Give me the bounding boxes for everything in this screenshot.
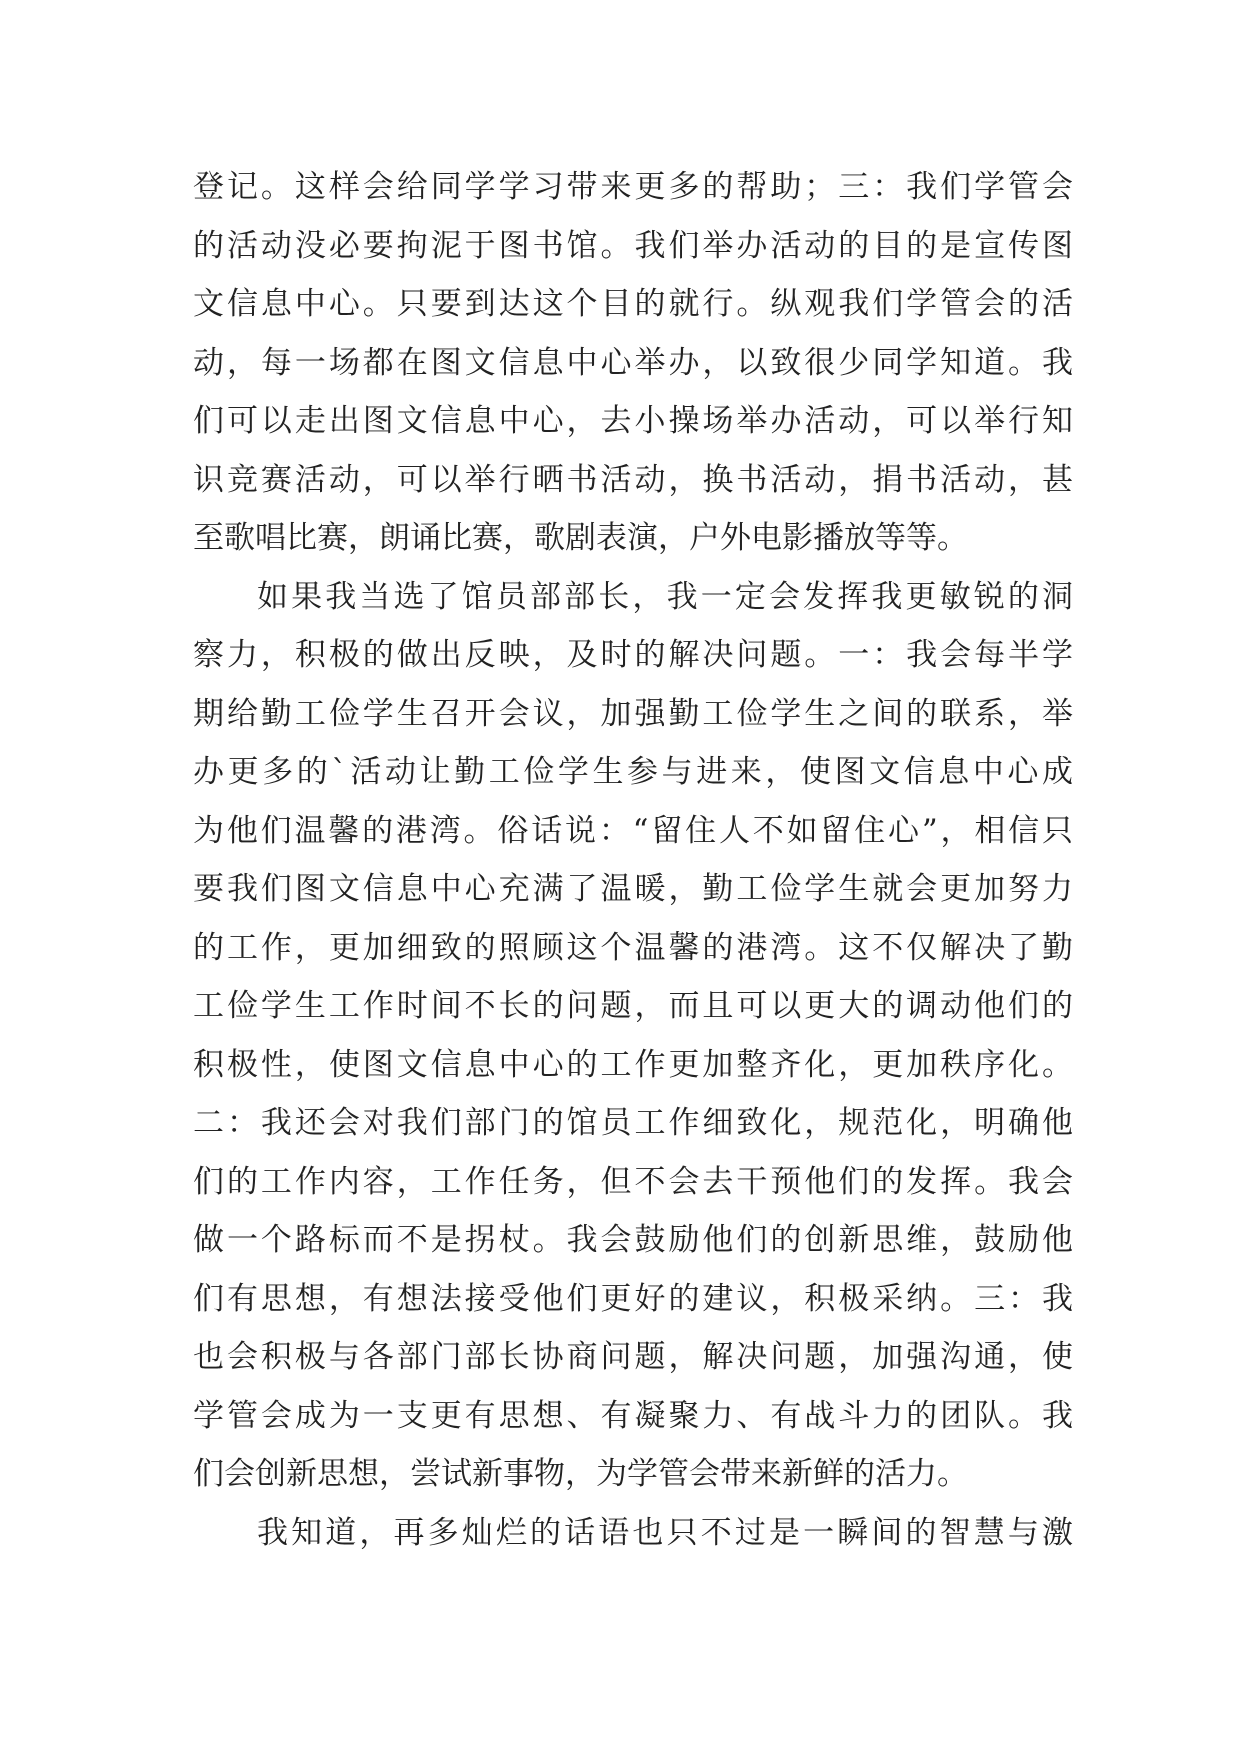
text-line: 文信息中心。只要到达这个目的就行。纵观我们学管会的活 [193,286,1073,322]
text-line: 至歌唱比赛，朗诵比赛，歌剧表演，户外电影播放等等。 [193,520,968,556]
text-line: 的活动没必要拘泥于图书馆。我们举办活动的目的是宣传图 [193,227,1073,264]
text-line: 我知道，再多灿烂的话语也只不过是一瞬间的智慧与激 [257,1514,1073,1551]
text-line: 也会积极与各部门部长协商问题，解决问题，加强沟通，使 [193,1339,1073,1375]
text-line: 办更多的`活动让勤工俭学生参与进来，使图文信息中心成 [193,754,1073,790]
body-text [193,158,1073,1562]
text-line: 们的工作内容，工作任务，但不会去干预他们的发挥。我会 [193,1163,1073,1200]
text-line: 们可以走出图文信息中心，去小操场举办活动，可以举行知 [193,403,1073,439]
text-line: 察力，积极的做出反映，及时的解决问题。一：我会每半学 [193,637,1073,673]
text-line: 的工作，更加细致的照顾这个温馨的港湾。这不仅解决了勤 [193,929,1073,966]
text-line: 们有思想，有想法接受他们更好的建议，积极采纳。三：我 [193,1280,1073,1317]
text-line: 要我们图文信息中心充满了温暖，勤工俭学生就会更加努力 [193,871,1073,907]
text-line: 动，每一场都在图文信息中心举办，以致很少同学知道。我 [193,344,1073,381]
text-line: 期给勤工俭学生召开会议，加强勤工俭学生之间的联系，举 [193,695,1073,732]
text-line: 识竞赛活动，可以举行晒书活动，换书活动，捐书活动，甚 [193,461,1073,498]
text-line: 们会创新思想，尝试新事物，为学管会带来新鲜的活力。 [193,1456,968,1492]
text-line: 如果我当选了馆员部部长，我一定会发挥我更敏锐的洞 [257,578,1073,615]
text-line: 二：我还会对我们部门的馆员工作细致化，规范化，明确他 [193,1105,1073,1141]
text-line: 登记。这样会给同学学习带来更多的帮助；三：我们学管会 [193,169,1073,205]
text-line: 学管会成为一支更有思想、有凝聚力、有战斗力的团队。我 [193,1397,1073,1434]
text-line: 积极性，使图文信息中心的工作更加整齐化，更加秩序化。 [193,1046,1073,1083]
text-line: 工俭学生工作时间不长的问题，而且可以更大的调动他们的 [193,988,1073,1024]
text-line: 为他们温馨的港湾。俗话说：“留住人不如留住心”，相信只 [193,812,1073,849]
text-line: 做一个路标而不是拐杖。我会鼓励他们的创新思维，鼓励他 [193,1222,1073,1258]
